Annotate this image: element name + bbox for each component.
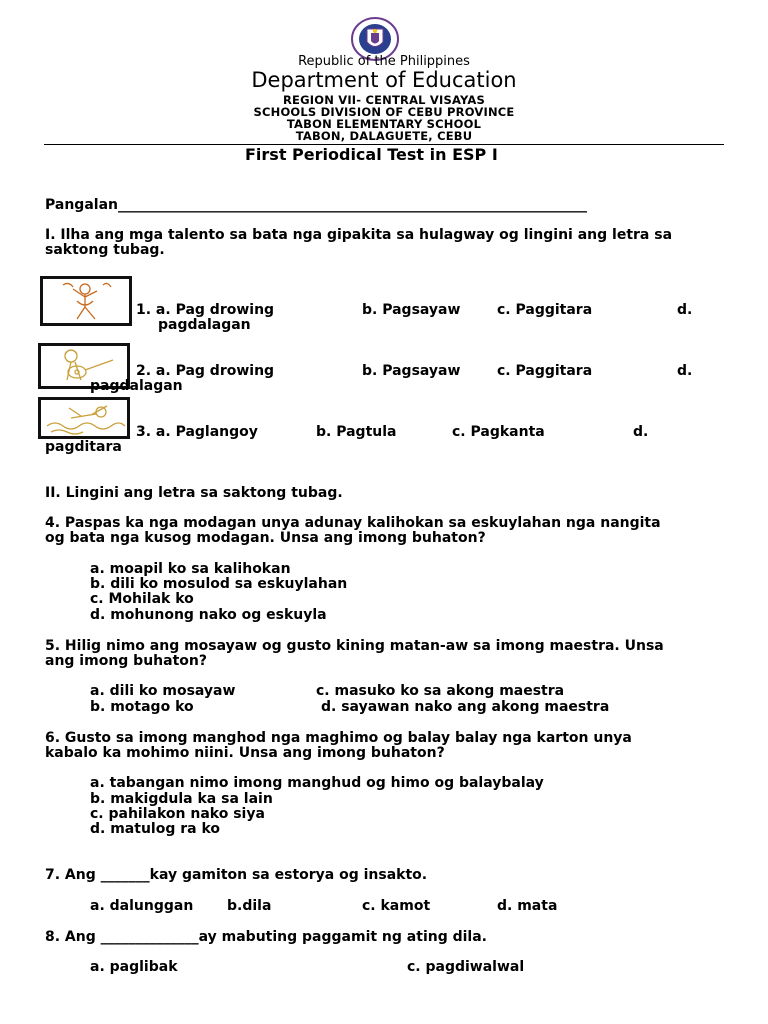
- region-line: REGION VII- CENTRAL VISAYAS: [283, 93, 485, 107]
- q6-option-c[interactable]: c. pahilakon nako siya: [90, 806, 265, 822]
- q5-stem-line1: 5. Hilig nimo ang mosayaw og gusto kining matan-aw sa imong maestra. Unsa: [45, 638, 664, 654]
- q3-option-b[interactable]: b. Pagtula: [316, 424, 397, 440]
- q3-option-d-text: pagditara: [45, 439, 122, 455]
- q4-option-d[interactable]: d. mohunong nako og eskuyla: [90, 607, 327, 623]
- school-line: TABON ELEMENTARY SCHOOL: [286, 117, 482, 131]
- q4-option-b[interactable]: b. dili ko mosulod sa eskuylahan: [90, 576, 348, 592]
- q1-option-c[interactable]: c. Paggitara: [497, 302, 593, 318]
- q4-option-c[interactable]: c. Mohilak ko: [90, 591, 194, 607]
- q5-option-b[interactable]: b. motago ko: [90, 699, 194, 715]
- dancing-child-icon: [43, 279, 129, 323]
- q6-option-d[interactable]: d. matulog ra ko: [90, 821, 220, 837]
- q4-option-a[interactable]: a. moapil ko sa kalihokan: [90, 561, 291, 577]
- q6-option-a[interactable]: a. tabangan nimo imong manghud og himo og balaybalay: [90, 775, 544, 791]
- q3-option-c[interactable]: c. Pagkanta: [452, 424, 545, 440]
- name-field[interactable]: Pangalan___________________________________________________________________: [45, 197, 587, 213]
- part2-instruction: II. Lingini ang letra sa saktong tubag.: [45, 485, 343, 501]
- q1-option-d[interactable]: d.: [677, 302, 693, 318]
- swimmer-picture: [38, 397, 130, 439]
- q2-option-a[interactable]: 2. a. Pag drowing: [136, 363, 275, 379]
- q5-option-a[interactable]: a. dili ko mosayaw: [90, 683, 236, 699]
- q8-option-c[interactable]: c. pagdiwalwal: [407, 959, 525, 975]
- q8-option-a[interactable]: a. paglibak: [90, 959, 178, 975]
- department-title: Department of Education: [251, 68, 517, 92]
- address-line: TABON, DALAGUETE, CEBU: [295, 129, 473, 143]
- republic-line: Republic of the Philippines: [298, 54, 470, 69]
- q7-option-c[interactable]: c. kamot: [362, 898, 431, 914]
- q3-option-d[interactable]: d.: [633, 424, 649, 440]
- q7-stem: 7. Ang _______kay gamiton sa estorya og insakto.: [45, 867, 428, 883]
- q1-option-d-text: pagdalagan: [158, 317, 251, 333]
- q7-option-d[interactable]: d. mata: [497, 898, 558, 914]
- q2-option-d-text: pagdalagan: [90, 378, 183, 394]
- q7-option-a[interactable]: a. dalunggan: [90, 898, 194, 914]
- q2-option-d[interactable]: d.: [677, 363, 693, 379]
- q5-option-d[interactable]: d. sayawan nako ang akong maestra: [321, 699, 610, 715]
- q5-option-c[interactable]: c. masuko ko sa akong maestra: [316, 683, 565, 699]
- q4-stem-line1: 4. Paspas ka nga modagan unya adunay kalihokan sa eskuylahan nga nangita: [45, 515, 661, 531]
- q6-stem-line2: kabalo ka mohimo niini. Unsa ang imong buhaton?: [45, 745, 445, 761]
- q5-stem-line2: ang imong buhaton?: [45, 653, 207, 669]
- q6-stem-line1: 6. Gusto sa imong manghod nga maghimo og balay balay nga karton unya: [45, 730, 632, 746]
- dancer-picture: [40, 276, 132, 326]
- q3-option-a[interactable]: 3. a. Paglangoy: [136, 424, 258, 440]
- q2-option-b[interactable]: b. Pagsayaw: [362, 363, 461, 379]
- q7-option-b[interactable]: b.dila: [227, 898, 272, 914]
- q8-stem: 8. Ang ______________ay mabuting paggamit ng ating dila.: [45, 929, 487, 945]
- test-title: First Periodical Test in ESP I: [245, 145, 498, 164]
- q1-option-b[interactable]: b. Pagsayaw: [362, 302, 461, 318]
- q2-option-c[interactable]: c. Paggitara: [497, 363, 593, 379]
- q1-option-a[interactable]: 1. a. Pag drowing: [136, 302, 275, 318]
- swimming-child-icon: [41, 400, 127, 436]
- part1-instruction-line2: saktong tubag.: [45, 242, 165, 258]
- q4-stem-line2: og bata nga kusog modagan. Unsa ang imong buhaton?: [45, 530, 486, 546]
- part1-instruction-line1: I. Ilha ang mga talento sa bata nga gipakita sa hulagway og lingini ang letra sa: [45, 227, 673, 243]
- q6-option-b[interactable]: b. makigdula ka sa lain: [90, 791, 273, 807]
- division-line: SCHOOLS DIVISION OF CEBU PROVINCE: [253, 105, 515, 119]
